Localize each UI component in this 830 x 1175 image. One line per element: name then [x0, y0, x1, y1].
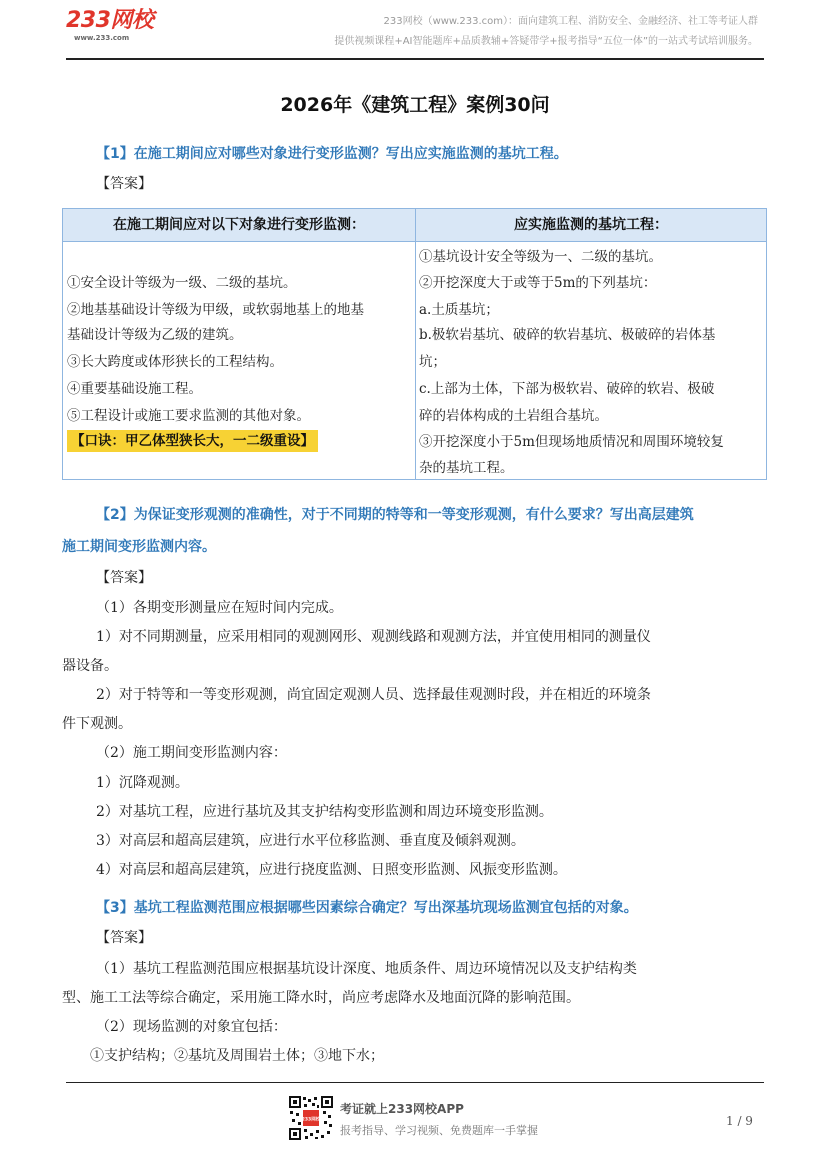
footer-subtitle: 报考指导、学习视频、免费题库一手掌握	[340, 1124, 538, 1137]
table-left-line: 基础设计等级为乙级的建筑。	[67, 327, 243, 343]
table-right-line: a.土质基坑；	[419, 302, 499, 318]
answer-line: （2）施工期间变形监测内容：	[96, 745, 287, 761]
logo-text: 233网校	[66, 8, 154, 33]
answer-table-1	[62, 208, 767, 480]
header-tagline	[334, 12, 758, 52]
mnemonic-highlight: 【口诀：甲乙体型狭长大，一二级重设】	[67, 430, 318, 452]
table-right-line: b.极软岩基坑、破碎的软岩基坑、极破碎的岩体基	[419, 327, 716, 343]
answer-line: （1）基坑工程监测范围应根据基坑设计深度、地质条件、周边环境情况以及支护结构类	[96, 961, 637, 977]
table-header-left: 在施工期间应对以下对象进行变形监测：	[113, 217, 365, 233]
answer-line: 1）沉降观测。	[96, 775, 189, 791]
answer-label-1: 【答案】	[96, 176, 152, 192]
answer-line: 件下观测。	[62, 716, 132, 732]
header-tagline-line2: 提供视频课程+AI智能题库+品质教辅+答疑带学+报考指导“五位一体”的一站式考试培训服务。	[334, 36, 758, 47]
answer-line: 2）对基坑工程，应进行基坑及其支护结构变形监测和周边环境变形监测。	[96, 804, 553, 820]
answer-line: 1）对不同期测量，应采用相同的观测网形、观测线路和观测方法，并宜使用相同的测量仪	[96, 629, 651, 645]
document-title: 2026年《建筑工程》案例30问	[280, 94, 550, 116]
answer-line: ①支护结构；②基坑及周围岩土体；③地下水；	[90, 1048, 384, 1064]
table-column-divider	[415, 209, 416, 479]
qr-code	[288, 1095, 334, 1141]
answer-line: （1）各期变形测量应在短时间内完成。	[96, 600, 343, 616]
question-1: 【1】在施工期间应对哪些对象进行变形监测？写出应实施监测的基坑工程。	[96, 146, 568, 162]
table-right-line: 坑；	[419, 354, 446, 370]
footer-divider	[66, 1082, 764, 1083]
question-2-line1: 【2】为保证变形观测的准确性，对于不同期的特等和一等变形观测，有什么要求？写出高层建筑	[96, 507, 694, 523]
header-tagline-line1: 233网校（www.233.com）：面向建筑工程、消防安全、金融经济、社工等考证人群	[383, 16, 758, 27]
answer-line: 器设备。	[62, 658, 118, 674]
table-right-line: ②开挖深度大于或等于5m的下列基坑：	[419, 275, 657, 291]
logo[interactable]	[66, 8, 186, 44]
qr-badge-text: 233网校	[301, 1117, 321, 1123]
answer-line: 2）对于特等和一等变形观测，尚宜固定观测人员、选择最佳观测时段，并在相近的环境条	[96, 687, 651, 703]
table-right-line: 杂的基坑工程。	[419, 460, 514, 476]
table-right-line: c.上部为土体，下部为极软岩、破碎的软岩、极破	[419, 381, 715, 397]
table-right-line: ①基坑设计安全等级为一、二级的基坑。	[419, 249, 662, 265]
table-left-line: ①安全设计等级为一级、二级的基坑。	[67, 275, 297, 291]
answer-label-2: 【答案】	[96, 570, 152, 586]
answer-line: （2）现场监测的对象宜包括：	[96, 1019, 287, 1035]
footer-title: 考证就上233网校APP	[340, 1102, 464, 1116]
table-left-line: ③长大跨度或体形狭长的工程结构。	[67, 354, 283, 370]
answer-label-3: 【答案】	[96, 930, 152, 946]
table-right-line: ③开挖深度小于5m但现场地质情况和周围环境较复	[419, 434, 724, 450]
question-2-line2: 施工期间变形监测内容。	[62, 539, 216, 555]
table-left-line: ④重要基础设施工程。	[67, 381, 202, 397]
answer-line: 4）对高层和超高层建筑，应进行挠度监测、日照变形监测、风振变形监测。	[96, 862, 567, 878]
question-3: 【3】基坑工程监测范围应根据哪些因素综合确定？写出深基坑现场监测宜包括的对象。	[96, 900, 638, 916]
answer-line: 型、施工工法等综合确定，采用施工降水时，尚应考虑降水及地面沉降的影响范围。	[62, 990, 580, 1006]
page-number: 1 / 9	[726, 1114, 753, 1128]
answer-line: 3）对高层和超高层建筑，应进行水平位移监测、垂直度及倾斜观测。	[96, 833, 525, 849]
header-divider	[66, 58, 764, 60]
logo-url: www.233.com	[74, 34, 130, 42]
table-left-line: ⑤工程设计或施工要求监测的其他对象。	[67, 408, 310, 424]
table-left-line: ②地基基础设计等级为甲级，或软弱地基上的地基	[67, 302, 364, 318]
table-right-line: 碎的岩体构成的土岩组合基坑。	[419, 408, 608, 424]
table-header-right: 应实施监测的基坑工程：	[514, 217, 668, 233]
